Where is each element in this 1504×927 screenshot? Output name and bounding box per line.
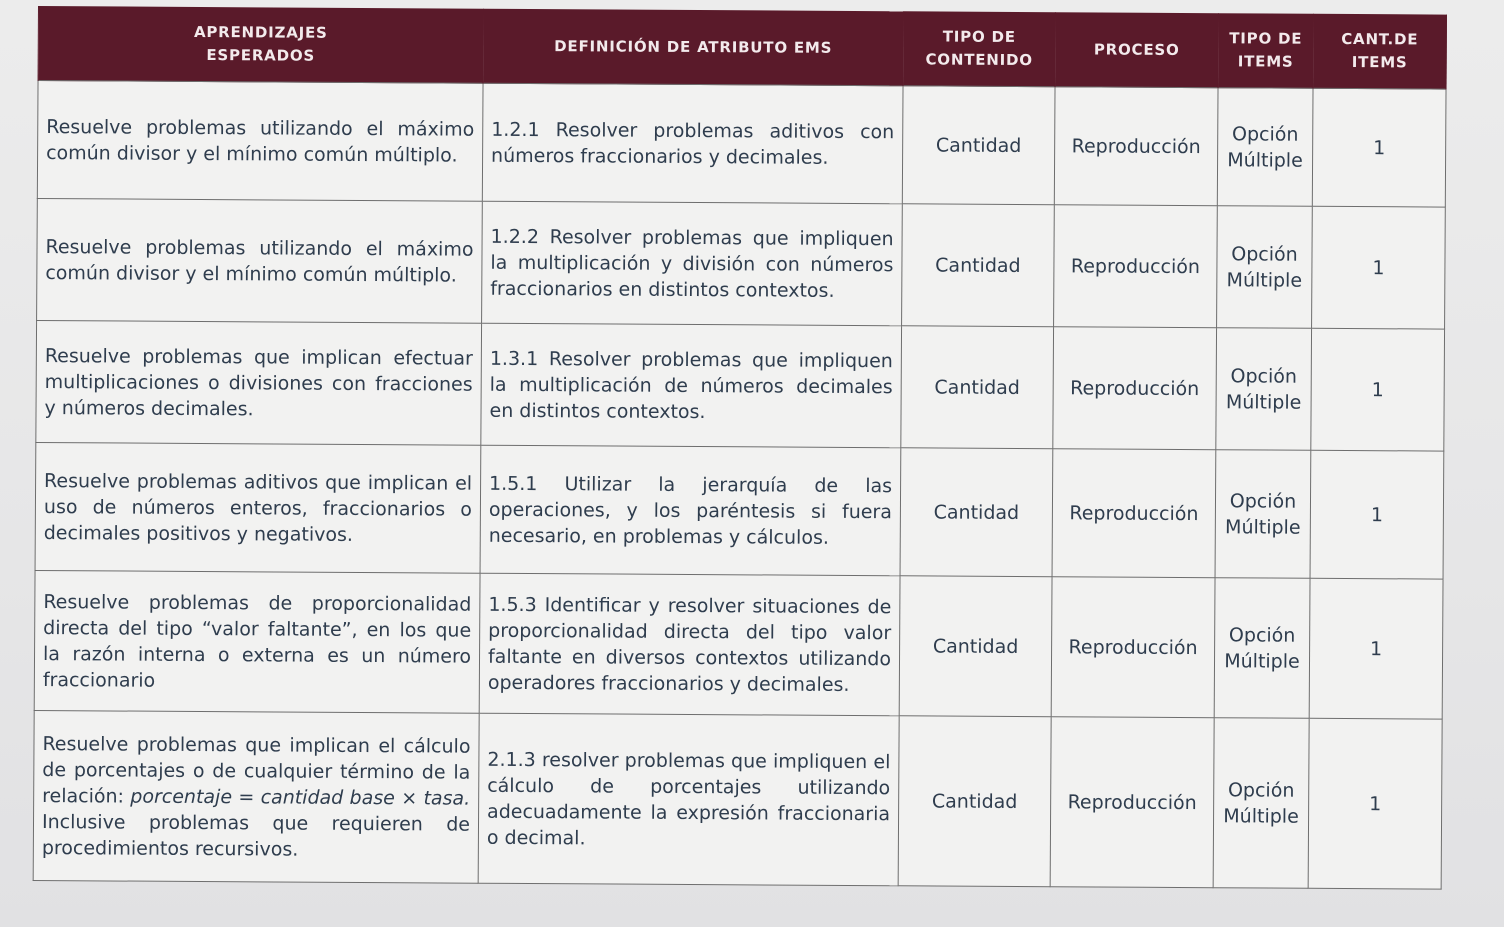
aprendizaje-cell: Resuelve problemas que implican efectuar multiplicaciones o divisiones con fracciones y números decimales. [36,320,482,445]
contenido-cell: Cantidad [898,716,1051,887]
proceso-cell: Reproducción [1051,577,1215,718]
header-proceso: PROCESO [1055,12,1218,87]
definicion-cell: 1.2.2 Resolver problemas que impliquen la multiplicación y división con números fraccionarios en distintos contextos. [482,201,903,326]
table-header-row [38,6,1446,89]
table-row [37,198,1446,329]
table-row [34,570,1443,719]
table-row [37,81,1446,208]
aprendizaje-cell: Resuelve problemas utilizando el máximo común divisor y el mínimo común múltiplo. [37,81,483,202]
table-row [35,442,1444,579]
proceso-cell: Reproducción [1054,87,1218,206]
proceso-cell: Reproducción [1050,717,1214,888]
cantidad-cell: 1 [1312,88,1446,207]
tipo-items-cell: Opción Múltiple [1214,578,1310,719]
header-tipo-contenido: TIPO DE CONTENIDO [903,11,1055,86]
header-cantidad-items: CANT.DE ITEMS [1313,14,1446,89]
tipo-items-cell: Opción Múltiple [1217,88,1313,207]
header-definicion-atributo: DEFINICIÓN DE ATRIBUTO EMS [483,9,903,86]
contenido-cell: Cantidad [899,576,1052,717]
header-aprendizajes-esperados: APRENDIZAJES ESPERADOS [38,6,483,83]
aprendizaje-cell: Resuelve problemas aditivos que implican el uso de números enteros, fraccionarios o decimales positivos y negativos. [35,442,481,573]
tipo-items-cell: Opción Múltiple [1215,450,1311,579]
aprendizaje-cell: Resuelve problemas de proporcionalidad directa del tipo “valor faltante”, en los que la razón interna o externa es un número fraccionario [34,570,480,713]
definicion-cell: 1.3.1 Resolver problemas que impliquen la multiplicación de números decimales en distintos contextos. [481,323,902,448]
contenido-cell: Cantidad [902,204,1055,327]
contenido-cell: Cantidad [902,86,1055,205]
definicion-cell: 1.5.3 Identificar y resolver situaciones de proporcionalidad directa del tipo valor faltante en diversos contextos utilizando operadores fraccionarios y decimales. [479,573,900,716]
proceso-cell: Reproducción [1052,449,1216,578]
tipo-items-cell: Opción Múltiple [1216,328,1312,451]
proceso-cell: Reproducción [1054,205,1218,328]
header-tipo-items: TIPO DE ITEMS [1218,13,1313,88]
cantidad-cell: 1 [1308,718,1442,889]
definicion-cell: 2.1.3 resolver problemas que impliquen el cálculo de porcentajes utilizando adecuadamente la expresión fraccionaria o decimal. [478,713,899,886]
proceso-cell: Reproducción [1053,327,1217,450]
cantidad-cell: 1 [1312,206,1446,329]
cantidad-cell: 1 [1309,578,1443,719]
aprendizaje-cell: Resuelve problemas utilizando el máximo común divisor y el mínimo común múltiplo. [37,198,483,323]
cantidad-cell: 1 [1310,450,1444,579]
definicion-cell: 1.2.1 Resolver problemas aditivos con números fraccionarios y decimales. [482,83,903,204]
tipo-items-cell: Opción Múltiple [1217,206,1313,329]
tipo-items-cell: Opción Múltiple [1213,718,1309,889]
cantidad-cell: 1 [1311,328,1445,451]
specification-table [33,6,1447,890]
table-row [33,710,1442,889]
aprendizaje-cell: Resuelve problemas que implican el cálculo de porcentajes o de cualquier término de la relación: porcentaje = cantidad base × tasa. Inclusive problemas que requieren de procedimientos recursivos. [33,710,479,883]
contenido-cell: Cantidad [900,448,1053,577]
contenido-cell: Cantidad [901,326,1054,449]
definicion-cell: 1.5.1 Utilizar la jerarquía de las operaciones, y los paréntesis si fuera necesario, en problemas y cálculos. [480,445,901,576]
table-row [36,320,1445,451]
